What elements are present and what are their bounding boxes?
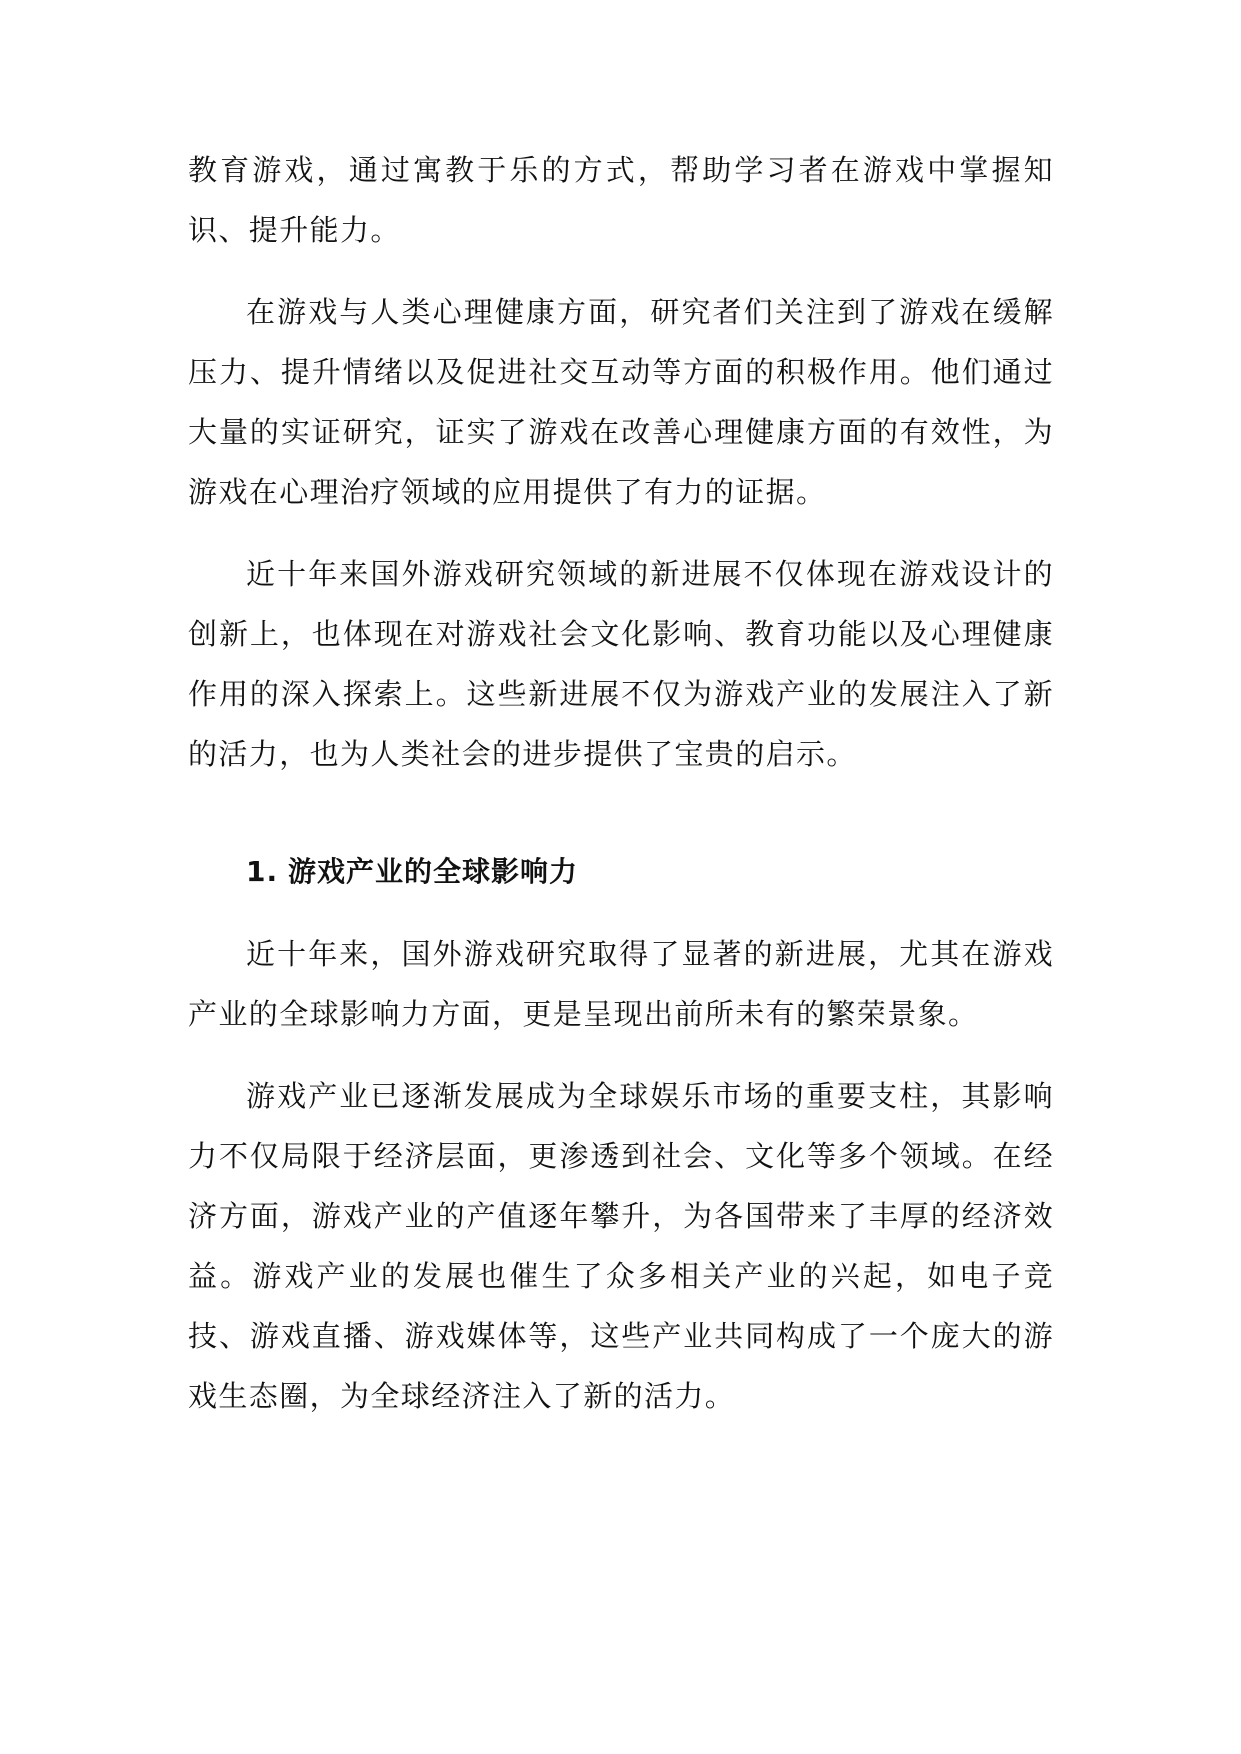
document-page <box>188 140 1054 1426</box>
paragraph-summary: 近十年来国外游戏研究领域的新进展不仅体现在游戏设计的创新上，也体现在对游戏社会文化影响、教育功能以及心理健康作用的深入探索上。这些新进展不仅为游戏产业的发展注入了新的活力，也为人类社会的进步提供了宝贵的启示。 <box>188 557 1054 771</box>
paragraph-industry-impact: 游戏产业已逐渐发展成为全球娱乐市场的重要支柱，其影响力不仅局限于经济层面，更渗透到社会、文化等多个领域。在经济方面，游戏产业的产值逐年攀升，为各国带来了丰厚的经济效益。游戏产业的发展也催生了众多相关产业的兴起，如电子竞技、游戏直播、游戏媒体等，这些产业共同构成了一个庞大的游戏生态圈，为全球经济注入了新的活力。 <box>188 1079 1054 1413</box>
section-title: 游戏产业的全球影响力 <box>288 855 579 888</box>
section-heading <box>188 842 1054 902</box>
section-number: 1. <box>246 855 279 888</box>
paragraph-continuation: 教育游戏，通过寓教于乐的方式，帮助学习者在游戏中掌握知识、提升能力。 <box>188 153 1054 247</box>
paragraph-industry-intro: 近十年来，国外游戏研究取得了显著的新进展，尤其在游戏产业的全球影响力方面，更是呈现出前所未有的繁荣景象。 <box>188 937 1054 1031</box>
paragraph-mental-health: 在游戏与人类心理健康方面，研究者们关注到了游戏在缓解压力、提升情绪以及促进社交互动等方面的积极作用。他们通过大量的实证研究，证实了游戏在改善心理健康方面的有效性，为游戏在心理治疗领域的应用提供了有力的证据。 <box>188 295 1054 509</box>
